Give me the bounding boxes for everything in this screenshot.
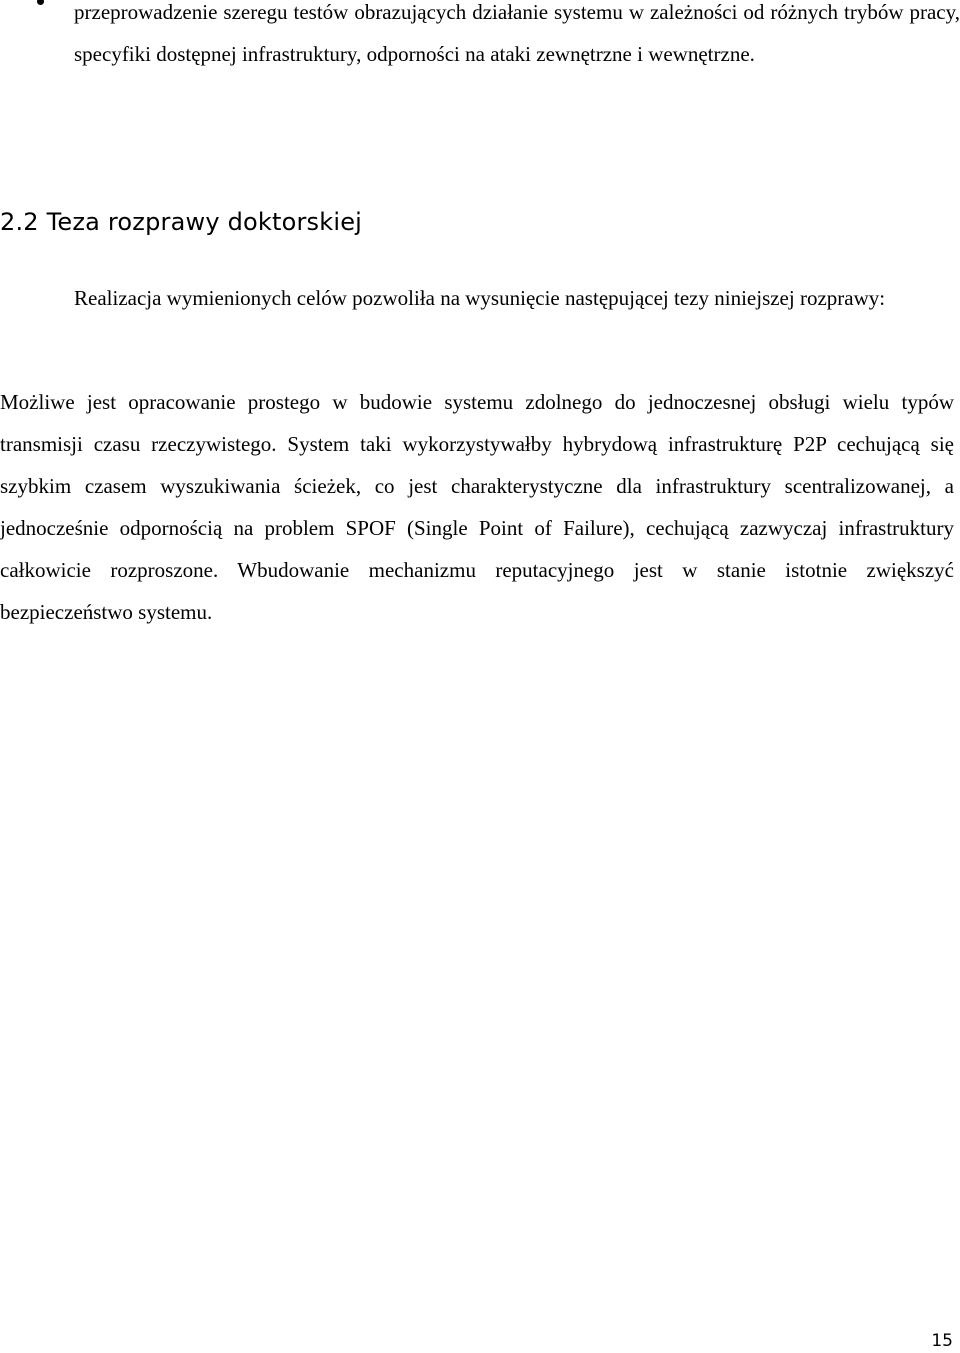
thesis-paragraph: Możliwe jest opracowanie prostego w budowie systemu zdolnego do jednoczesnej obsługi wielu typów transmisji czasu rzeczywistego. System taki wykorzystywałby hybrydową infrastrukturę P2P cechującą się szybkim czasem wyszukiwania ścieżek, co jest charakterystyczne dla infrastruktury scentralizowanej, a jednocześnie odpornością na problem SPOF (Single Point of Failure), cechującą zazwyczaj infrastruktury całkowicie rozproszone. Wbudowanie mechanizmu reputacyjnego jest w stanie istotnie zwiększyć bezpieczeństwo systemu. — [0, 390, 954, 624]
section-heading: 2.2 Teza rozprawy doktorskiej — [0, 208, 363, 236]
page-number: 15 — [931, 1331, 953, 1351]
intro-paragraph: Realizacja wymienionych celów pozwoliła na wysunięcie następującej tezy niniejszej rozprawy: — [74, 286, 886, 310]
bullet-list — [0, 0, 960, 75]
bullet-dot-icon — [37, 0, 44, 5]
bullet-item-text: przeprowadzenie szeregu testów obrazujących działanie systemu w zależności od różnych trybów pracy, specyfiki dostępnej infrastruktury, odporności na ataki zewnętrzne i wewnętrzne. — [74, 0, 960, 66]
bullet-item — [0, 0, 960, 75]
